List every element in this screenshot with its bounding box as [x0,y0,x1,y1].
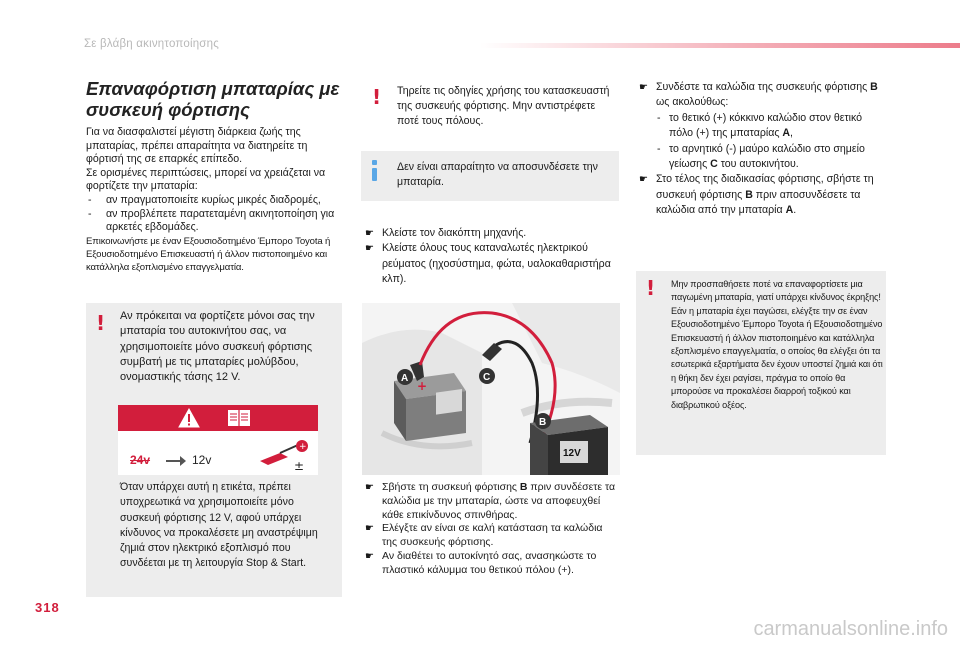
intro-paragraph-2: Σε ορισμένες περιπτώσεις, μπορεί να χρειάζεται να φορτίζετε την μπαταρία: [86,166,326,193]
figure-label-a: A [401,373,409,384]
charger-voltage-label: 12V [563,448,581,459]
substep-item: - το αρνητικό (-) μαύρο καλώδιο στο σημείο γείωσης C του αυτοκινήτου. [639,142,879,173]
page-title: Επαναφόρτιση μπαταρίας με συσκευή φόρτισης [86,78,340,120]
svg-text:+: + [417,379,428,393]
step-item: ☛ Ελέγξτε αν είναι σε καλή κατάσταση τα καλώδια της συσκευής φόρτισης. [365,522,617,550]
mid-steps-list [365,226,615,288]
intro-list-item: - αν προβλέπετε παρατεταμένη ακινητοποίηση για αρκετές εβδομάδες. [86,208,341,235]
warning-box-12v-text: Αν πρόκειται να φορτίζετε μόνοι σας την μπαταρία του αυτοκινήτου σας, να χρησιμοποιείτε μόνο συσκευή φόρτισης συμβατή με τις μπαταρίες μολύβδου, ονομαστικής τάσης 12 V. [120,310,315,384]
exclamation-warning-icon: ! [372,85,382,109]
intro-paragraph-1: Για να διασφαλιστεί μέγιστη διάρκεια ζωής της μπαταρίας, πρέπει απαραίτητα να διατηρείτε τη φόρτισή της σε επαρκές επίπεδο. [86,126,308,166]
label-voltage: 12v [192,453,212,467]
section-header-title: Σε βλάβη ακινητοποίησης [84,38,219,50]
figure-label-b: B [539,417,547,428]
intro-section [86,126,341,274]
svg-text:±: ± [294,459,305,473]
charger-clamp-icon [258,437,316,473]
header-accent-bar [480,43,960,48]
exclamation-warning-icon: ! [96,311,106,335]
bottom-steps-list [365,481,617,578]
step-item: ☛ Στο τέλος της διαδικασίας φόρτισης, σβήστε τη συσκευή φόρτισης B πριν αποσυνδέσετε τα καλώδια από την μπαταρία A. [639,172,879,218]
exclamation-warning-icon: ! [646,276,656,300]
arrow-right-icon [166,454,186,468]
intro-list-item: - αν πραγματοποιείτε κυρίως μικρές διαδρομές, [86,194,341,208]
right-steps-list [639,80,879,219]
info-box-text: Δεν είναι απαραίτητο να αποσυνδέσετε την μπαταρία. [397,161,598,189]
label-voltage-crossed: 24v [130,453,151,467]
manual-book-icon [227,409,251,427]
figure-label-c: C [483,372,491,383]
step-item: ☛ Συνδέστε τα καλώδια της συσκευής φόρτισης B ως ακολούθως: [639,80,879,111]
step-item: ☛ Κλείστε όλους τους καταναλωτές ηλεκτρικού ρεύματος (ηχοσύστημα, φώτα, υαλοκαθαριστήρα κλπ). [365,241,615,287]
svg-text:+: + [299,442,307,452]
step-item: ☛ Κλείστε τον διακόπτη μηχανής. [365,226,615,241]
intro-paragraph-3: Επικοινωνήστε με έναν Εξουσιοδοτημένο Έμπορο Toyota ή Εξουσιοδοτημένο Επισκευαστή ή άλλον πιστοποιημένο και κατάλληλα εξοπλισμένο επαγγελματία. [86,235,331,273]
label-caption: Όταν υπάρχει αυτή η ετικέτα, πρέπει υποχρεωτικά να χρησιμοποιείτε μόνο συσκευή φόρτισης 12 V, αφού υπάρχει κίνδυνος να προκαλέσετε μη αναστρέψιμη ζημιά στον ηλεκτρικό εξοπλισμό που συνδέεται με τη λειτουργία Stop & Start. [120,481,318,570]
substep-item: - το θετικό (+) κόκκινο καλώδιο στον θετικό πόλο (+) της μπαταρίας A, [639,111,879,142]
watermark: carmanualsonline.info [753,618,948,640]
charger-label-illustration [118,405,318,475]
page-number: 318 [35,600,60,615]
mid-warning-text: Τηρείτε τις οδηγίες χρήσης του κατασκευαστή της συσκευής φόρτισης. Μην αντιστρέφετε ποτέ τους πόλους. [397,85,610,128]
warning-triangle-icon [178,408,200,428]
step-item: ☛ Αν διαθέτει το αυτοκίνητό σας, ανασηκώστε το πλαστικό κάλυμμα του θετικού πόλου (+). [365,550,617,578]
info-icon [371,160,379,182]
step-item: ☛ Σβήστε τη συσκευή φόρτισης B πριν συνδέσετε τα καλώδια με την μπαταρία, ώστε να αποφευχθεί κάθε επικίνδυνος σπινθήρας. [365,481,617,522]
battery-charger-illustration [362,303,620,475]
label-red-band [118,405,318,431]
frozen-battery-warning-text: Μην προσπαθήσετε ποτέ να επαναφορτίσετε μια παγωμένη μπαταρία, γιατί υπάρχει κίνδυνος έκρηξης! Εάν η μπαταρία έχει παγώσει, ελέγξτε την σε έναν Εξουσιοδοτημένο Έμπορο Toyota ή Εξουσιοδοτημένο Επισκευαστή ή άλλον πιστοποιημένο και κατάλληλα εξοπλισμένο επαγγελματία, ο οποίος θα ελέγξει ότι τα εσωτερικά εξαρτήματα δεν έχουν υποστεί ζημιά και ότι η θήκη δεν έχει ραγίσει, πράγμα το οποίο θα μπορούσε να προκαλέσει διαρροή τοξικού και διαβρωτικού οξέος. [671,279,883,410]
